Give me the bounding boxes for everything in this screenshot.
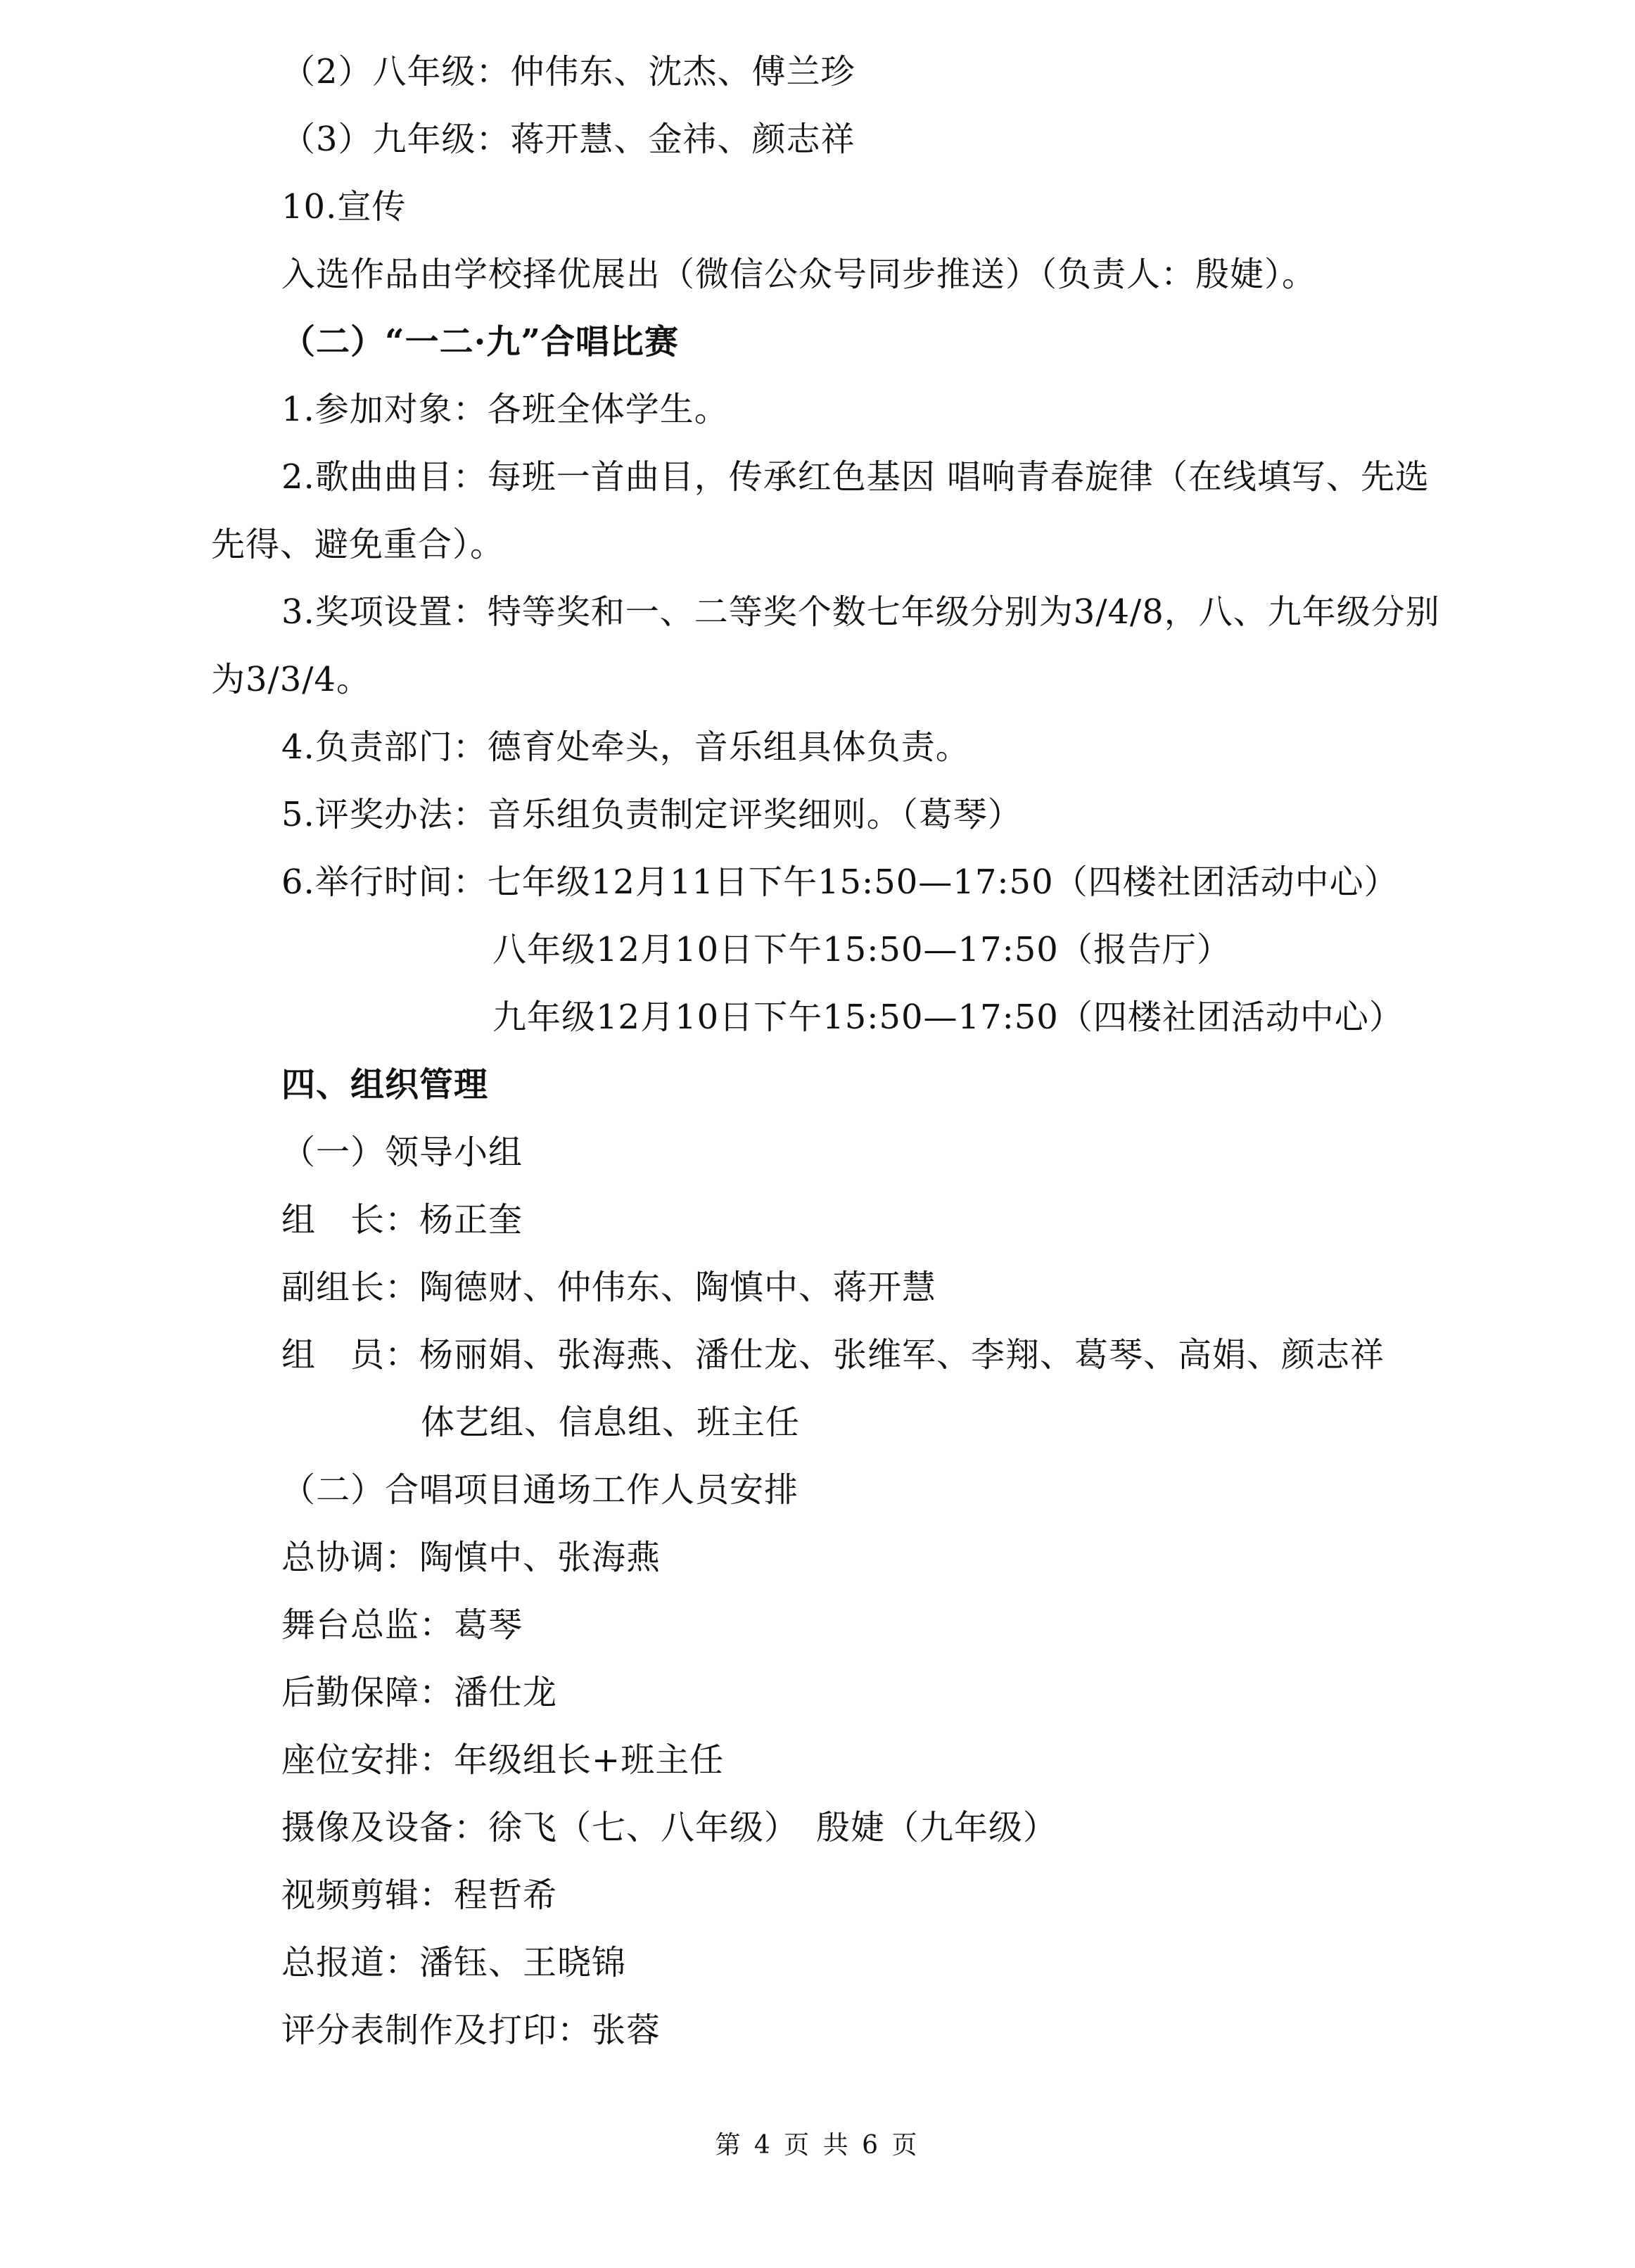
section-heading: （二）“一二·九”合唱比赛 bbox=[281, 322, 679, 362]
text-line: 舞台总监：葛琴 bbox=[281, 1605, 523, 1645]
text-line: 1.参加对象：各班全体学生。 bbox=[281, 390, 729, 429]
text-line: （一）领导小组 bbox=[281, 1133, 523, 1172]
text-line: 总报道：潘钰、王晓锦 bbox=[281, 1943, 627, 1982]
text-line: 5.评奖办法：音乐组负责制定评奖细则。（葛琴） bbox=[281, 795, 1022, 834]
page-footer: 第 4 页 共 6 页 bbox=[715, 2131, 920, 2160]
text-line: 为3/3/4。 bbox=[211, 660, 371, 699]
text-line: （二）合唱项目通场工作人员安排 bbox=[281, 1470, 799, 1510]
text-line: 组 长：杨正奎 bbox=[281, 1200, 523, 1240]
text-line: 摄像及设备：徐飞（七、八年级） 殷婕（九年级） bbox=[281, 1808, 1058, 1847]
text-line: 10.宣传 bbox=[281, 187, 407, 227]
text-line: 八年级12月10日下午15:50—17:50（报告厅） bbox=[492, 930, 1231, 969]
section-heading: 四、组织管理 bbox=[281, 1065, 489, 1104]
text-line: 视频剪辑：程哲希 bbox=[281, 1875, 558, 1915]
text-line: 评分表制作及打印：张蓉 bbox=[281, 2011, 661, 2050]
text-line: 先得、避免重合）。 bbox=[211, 525, 505, 564]
text-line: 入选作品由学校择优展出（微信公众号同步推送）（负责人：殷婕）。 bbox=[281, 255, 1317, 294]
text-line: 体艺组、信息组、班主任 bbox=[421, 1403, 801, 1442]
text-line: （3）九年级：蒋开慧、金祎、颜志祥 bbox=[281, 120, 855, 159]
text-line: （2）八年级：仲伟东、沈杰、傅兰珍 bbox=[281, 52, 855, 91]
text-line: 4.负责部门：德育处牵头，音乐组具体负责。 bbox=[281, 727, 970, 767]
text-line: 3.奖项设置：特等奖和一、二等奖个数七年级分别为3/4/8，八、九年级分别 bbox=[281, 592, 1440, 632]
text-line: 组 员：杨丽娟、张海燕、潘仕龙、张维军、李翔、葛琴、高娟、颜志祥 bbox=[281, 1335, 1385, 1375]
text-line: 2.歌曲曲目：每班一首曲目，传承红色基因 唱响青春旋律（在线填写、先选 bbox=[281, 457, 1430, 497]
text-line: 副组长：陶德财、仲伟东、陶慎中、蒋开慧 bbox=[281, 1268, 937, 1307]
text-line: 九年级12月10日下午15:50—17:50（四楼社团活动中心） bbox=[492, 998, 1404, 1037]
text-line: 6.举行时间：七年级12月11日下午15:50—17:50（四楼社团活动中心） bbox=[281, 862, 1399, 902]
text-line: 座位安排：年级组长+班主任 bbox=[281, 1740, 725, 1780]
text-line: 后勤保障：潘仕龙 bbox=[281, 1673, 558, 1712]
text-line: 总协调：陶慎中、张海燕 bbox=[281, 1538, 661, 1577]
